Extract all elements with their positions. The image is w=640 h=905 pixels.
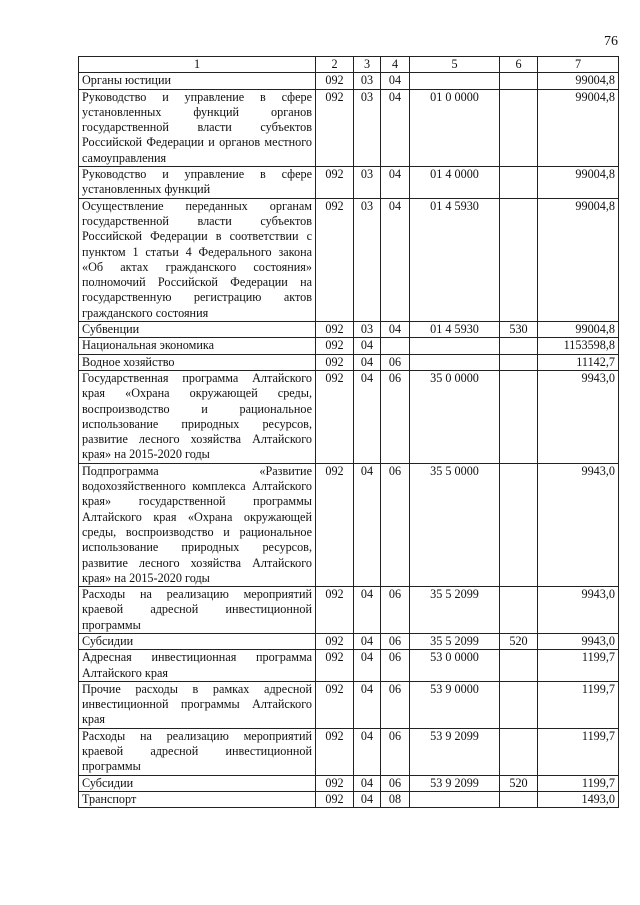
- table-row: [79, 587, 619, 634]
- table-row: [79, 73, 619, 89]
- table-row: [79, 167, 619, 199]
- row-section-cell: 04: [354, 633, 381, 649]
- row-name-cell: Субвенции: [79, 322, 316, 338]
- row-amount-cell: 1199,7: [538, 775, 619, 791]
- row-code-cell: 092: [316, 633, 354, 649]
- row-expense-type-cell: [500, 89, 538, 166]
- row-expense-type-cell: 520: [500, 633, 538, 649]
- row-code-cell: 092: [316, 338, 354, 354]
- row-subsection-cell: 04: [381, 89, 410, 166]
- row-target-article-cell: 53 9 2099: [410, 728, 500, 775]
- row-amount-cell: 9943,0: [538, 370, 619, 463]
- row-section-cell: 04: [354, 370, 381, 463]
- row-subsection-cell: [381, 338, 410, 354]
- row-subsection-cell: 06: [381, 587, 410, 634]
- row-section-cell: 04: [354, 681, 381, 728]
- row-subsection-cell: 04: [381, 322, 410, 338]
- row-amount-cell: 1199,7: [538, 728, 619, 775]
- table-row: [79, 354, 619, 370]
- row-expense-type-cell: [500, 73, 538, 89]
- row-target-article-cell: [410, 73, 500, 89]
- row-code-cell: 092: [316, 322, 354, 338]
- row-expense-type-cell: [500, 587, 538, 634]
- row-section-cell: 04: [354, 775, 381, 791]
- row-expense-type-cell: [500, 650, 538, 682]
- row-target-article-cell: 53 9 2099: [410, 775, 500, 791]
- table-row: [79, 728, 619, 775]
- row-expense-type-cell: [500, 354, 538, 370]
- row-target-article-cell: 35 5 0000: [410, 463, 500, 586]
- table-row: [79, 463, 619, 586]
- row-expense-type-cell: [500, 338, 538, 354]
- row-name-cell: Транспорт: [79, 791, 316, 807]
- page-number: 76: [604, 34, 618, 49]
- table-row: [79, 650, 619, 682]
- table-row: [79, 775, 619, 791]
- row-amount-cell: 99004,8: [538, 322, 619, 338]
- row-section-cell: 04: [354, 650, 381, 682]
- budget-table: [78, 56, 619, 808]
- row-amount-cell: 1493,0: [538, 791, 619, 807]
- row-name-cell: Расходы на реализацию мероприятий краевой адресной инвестиционной программы: [79, 728, 316, 775]
- row-code-cell: 092: [316, 728, 354, 775]
- row-amount-cell: 99004,8: [538, 198, 619, 321]
- row-target-article-cell: 01 0 0000: [410, 89, 500, 166]
- row-code-cell: 092: [316, 650, 354, 682]
- row-target-article-cell: 01 4 5930: [410, 198, 500, 321]
- row-target-article-cell: 01 4 0000: [410, 167, 500, 199]
- row-amount-cell: 9943,0: [538, 633, 619, 649]
- row-expense-type-cell: [500, 167, 538, 199]
- row-name-cell: Руководство и управление в сфере установленных функций органов государственной власти субъектов Российской Федерации и органов местного самоуправления: [79, 89, 316, 166]
- row-section-cell: 03: [354, 322, 381, 338]
- table-row: [79, 322, 619, 338]
- row-name-cell: Подпрограмма «Развитие водохозяйственного комплекса Алтайского края» государственной программы Алтайского края «Охрана окружающей среды, воспроизводство и рациональное использование природных ресурсов, развитие лесного хозяйства Алтайского края» на 2015-2020 годы: [79, 463, 316, 586]
- row-target-article-cell: 35 5 2099: [410, 633, 500, 649]
- row-name-cell: Прочие расходы в рамках адресной инвестиционной программы Алтайского края: [79, 681, 316, 728]
- table-row: [79, 791, 619, 807]
- row-code-cell: 092: [316, 198, 354, 321]
- row-amount-cell: 9943,0: [538, 587, 619, 634]
- row-section-cell: 03: [354, 198, 381, 321]
- row-subsection-cell: 06: [381, 633, 410, 649]
- column-header: 1: [79, 57, 316, 73]
- row-subsection-cell: 06: [381, 463, 410, 586]
- row-amount-cell: 99004,8: [538, 167, 619, 199]
- row-target-article-cell: 35 0 0000: [410, 370, 500, 463]
- row-subsection-cell: 04: [381, 198, 410, 321]
- row-amount-cell: 1153598,8: [538, 338, 619, 354]
- row-amount-cell: 99004,8: [538, 89, 619, 166]
- row-section-cell: 04: [354, 791, 381, 807]
- row-subsection-cell: 06: [381, 370, 410, 463]
- row-subsection-cell: 06: [381, 681, 410, 728]
- row-code-cell: 092: [316, 73, 354, 89]
- row-subsection-cell: 04: [381, 167, 410, 199]
- row-expense-type-cell: [500, 370, 538, 463]
- row-name-cell: Субсидии: [79, 633, 316, 649]
- table-row: [79, 681, 619, 728]
- row-subsection-cell: 04: [381, 73, 410, 89]
- row-amount-cell: 99004,8: [538, 73, 619, 89]
- row-subsection-cell: 06: [381, 775, 410, 791]
- row-section-cell: 04: [354, 354, 381, 370]
- row-expense-type-cell: [500, 681, 538, 728]
- row-target-article-cell: 01 4 5930: [410, 322, 500, 338]
- row-code-cell: 092: [316, 587, 354, 634]
- row-code-cell: 092: [316, 681, 354, 728]
- row-expense-type-cell: [500, 463, 538, 586]
- row-name-cell: Национальная экономика: [79, 338, 316, 354]
- row-code-cell: 092: [316, 89, 354, 166]
- row-name-cell: Субсидии: [79, 775, 316, 791]
- row-code-cell: 092: [316, 791, 354, 807]
- row-amount-cell: 1199,7: [538, 650, 619, 682]
- row-amount-cell: 9943,0: [538, 463, 619, 586]
- row-name-cell: Руководство и управление в сфере установленных функций: [79, 167, 316, 199]
- row-code-cell: 092: [316, 354, 354, 370]
- row-expense-type-cell: [500, 728, 538, 775]
- row-target-article-cell: [410, 338, 500, 354]
- table-row: [79, 370, 619, 463]
- row-name-cell: Водное хозяйство: [79, 354, 316, 370]
- row-target-article-cell: 53 9 0000: [410, 681, 500, 728]
- row-code-cell: 092: [316, 370, 354, 463]
- table-row: [79, 633, 619, 649]
- column-header: 4: [381, 57, 410, 73]
- row-target-article-cell: 53 0 0000: [410, 650, 500, 682]
- row-section-cell: 03: [354, 167, 381, 199]
- row-section-cell: 04: [354, 587, 381, 634]
- row-expense-type-cell: 520: [500, 775, 538, 791]
- row-section-cell: 04: [354, 338, 381, 354]
- header-row: [79, 57, 619, 73]
- row-name-cell: Осуществление переданных органам государственной власти субъектов Российской Федерации в соответствии с пунктом 1 статьи 4 Федерального закона «Об актах гражданского состояния» полномочий Российской Федерации на государственную регистрацию актов гражданского состояния: [79, 198, 316, 321]
- row-section-cell: 03: [354, 89, 381, 166]
- row-name-cell: Государственная программа Алтайского края «Охрана окружающей среды, воспроизводство и рациональное использование природных ресурсов, развитие лесного хозяйства Алтайского края» на 2015-2020 годы: [79, 370, 316, 463]
- row-section-cell: 03: [354, 73, 381, 89]
- row-section-cell: 04: [354, 463, 381, 586]
- row-code-cell: 092: [316, 167, 354, 199]
- table-row: [79, 338, 619, 354]
- row-subsection-cell: 06: [381, 728, 410, 775]
- row-amount-cell: 11142,7: [538, 354, 619, 370]
- row-target-article-cell: [410, 354, 500, 370]
- row-subsection-cell: 08: [381, 791, 410, 807]
- column-header: 6: [500, 57, 538, 73]
- row-target-article-cell: 35 5 2099: [410, 587, 500, 634]
- column-header: 3: [354, 57, 381, 73]
- row-name-cell: Адресная инвестиционная программа Алтайского края: [79, 650, 316, 682]
- row-expense-type-cell: 530: [500, 322, 538, 338]
- row-target-article-cell: [410, 791, 500, 807]
- column-header: 7: [538, 57, 619, 73]
- row-name-cell: Органы юстиции: [79, 73, 316, 89]
- table-row: [79, 198, 619, 321]
- row-amount-cell: 1199,7: [538, 681, 619, 728]
- column-header: 5: [410, 57, 500, 73]
- row-subsection-cell: 06: [381, 650, 410, 682]
- row-expense-type-cell: [500, 791, 538, 807]
- row-section-cell: 04: [354, 728, 381, 775]
- row-name-cell: Расходы на реализацию мероприятий краевой адресной инвестиционной программы: [79, 587, 316, 634]
- column-header: 2: [316, 57, 354, 73]
- row-code-cell: 092: [316, 775, 354, 791]
- row-subsection-cell: 06: [381, 354, 410, 370]
- row-expense-type-cell: [500, 198, 538, 321]
- table-row: [79, 89, 619, 166]
- row-code-cell: 092: [316, 463, 354, 586]
